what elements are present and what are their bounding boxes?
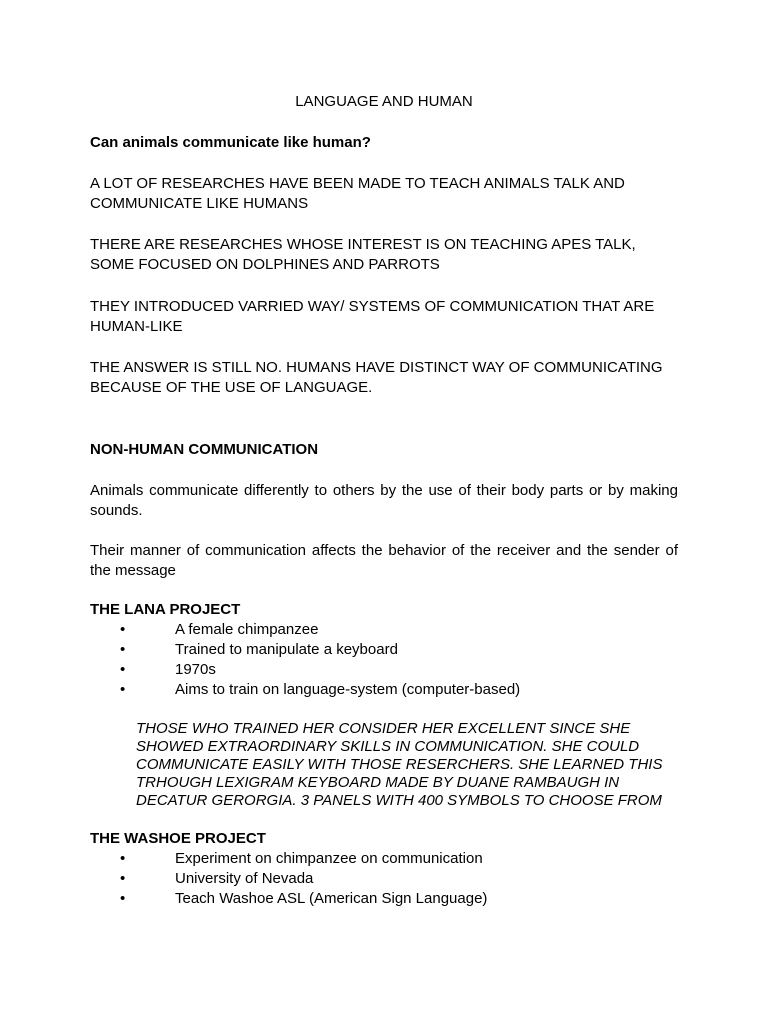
list-item <box>90 620 678 640</box>
non-human-heading: NON-HUMAN COMMUNICATION <box>90 441 319 458</box>
list-item <box>90 849 678 869</box>
list-item <box>90 640 678 660</box>
list-item-text: 1970s <box>175 661 216 678</box>
bullet-icon: • <box>120 681 126 698</box>
list-item-text: University of Nevada <box>175 870 314 887</box>
list-item-text: A female chimpanzee <box>175 621 319 638</box>
intro-paragraph: A LOT OF RESEARCHES HAVE BEEN MADE TO TEACH ANIMALS TALK AND COMMUNICATE LIKE HUMANS <box>90 175 625 212</box>
non-human-paragraph: Animals communicate differently to others by the use of their body parts or by making sounds. <box>90 482 678 519</box>
lana-project-heading: THE LANA PROJECT <box>90 601 241 618</box>
list-item-text: Trained to manipulate a keyboard <box>175 641 398 658</box>
list-item-text: Aims to train on language-system (computer-based) <box>175 681 521 698</box>
question-heading: Can animals communicate like human? <box>90 134 371 151</box>
list-item-text: Experiment on chimpanzee on communication <box>175 850 483 867</box>
list-item <box>90 680 678 700</box>
washoe-bullet-list <box>90 849 678 909</box>
non-human-paragraph: Their manner of communication affects the behavior of the receiver and the sender of the message <box>90 542 678 579</box>
washoe-project-heading: THE WASHOE PROJECT <box>90 830 266 847</box>
bullet-icon: • <box>120 661 126 678</box>
list-item <box>90 869 678 889</box>
lana-quote: THOSE WHO TRAINED HER CONSIDER HER EXCELLENT SINCE SHE SHOWED EXTRAORDINARY SKILLS IN COMMUNICATION. SHE COULD COMMUNICATE EASILY WITH THOSE RESERCHERS. SHE LEARNED THIS TRHOUGH LEXIGRAM KEYBOARD MADE BY DUANE RAMBAUGH IN DECATUR GERORGIA. 3 PANELS WITH 400 SYMBOLS TO CHOOSE FROM <box>136 720 663 809</box>
intro-paragraph: THE ANSWER IS STILL NO. HUMANS HAVE DISTINCT WAY OF COMMUNICATING BECAUSE OF THE USE OF LANGUAGE. <box>90 359 663 396</box>
bullet-icon: • <box>120 621 126 638</box>
intro-paragraph: THERE ARE RESEARCHES WHOSE INTEREST IS ON TEACHING APES TALK, SOME FOCUSED ON DOLPHINES AND PARROTS <box>90 236 636 273</box>
list-item <box>90 889 678 909</box>
bullet-icon: • <box>120 890 126 907</box>
intro-paragraph: THEY INTRODUCED VARRIED WAY/ SYSTEMS OF COMMUNICATION THAT ARE HUMAN-LIKE <box>90 298 655 335</box>
document-title: LANGUAGE AND HUMAN <box>295 93 473 110</box>
bullet-icon: • <box>120 870 126 887</box>
bullet-icon: • <box>120 850 126 867</box>
lana-bullet-list <box>90 620 678 700</box>
list-item <box>90 660 678 680</box>
bullet-icon: • <box>120 641 126 658</box>
list-item-text: Teach Washoe ASL (American Sign Language) <box>175 890 488 907</box>
